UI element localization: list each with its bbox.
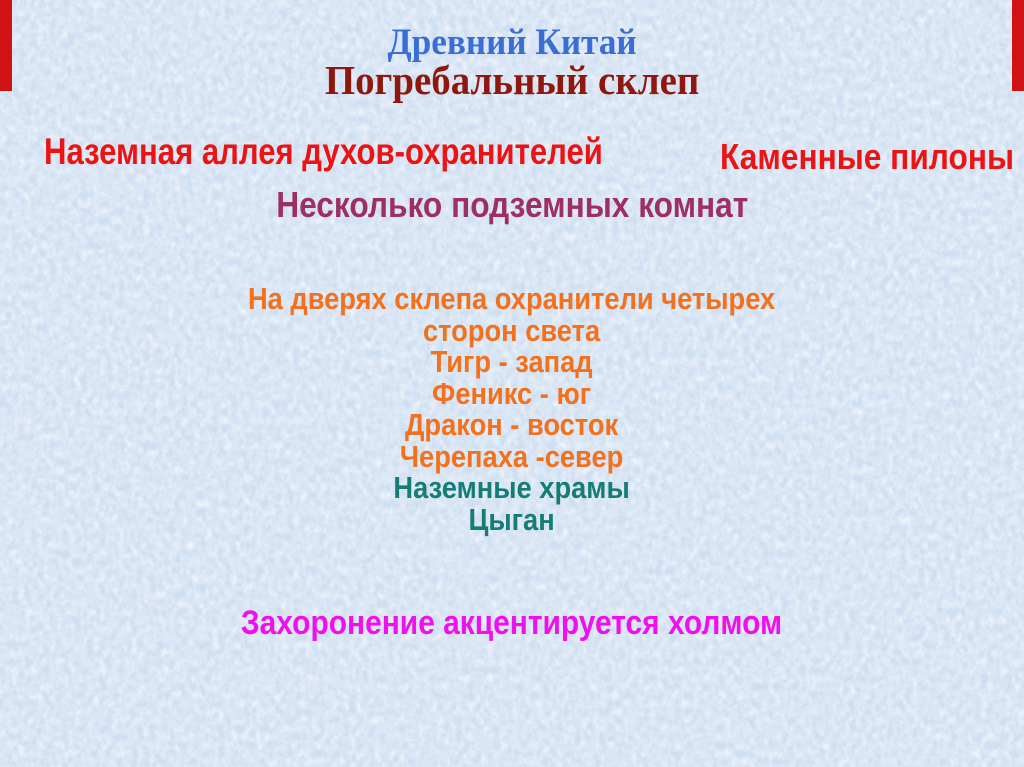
slide-title-line1-text: Древний Китай — [387, 22, 637, 63]
center-line-2: сторон света — [423, 312, 601, 348]
label-pylons-text: Каменные пилоны — [720, 136, 1015, 177]
label-alley-text: Наземная аллея духов-охранителей — [44, 131, 603, 172]
label-alley — [44, 132, 709, 172]
center-line-7: Наземные храмы — [393, 470, 631, 505]
center-line-6: Черепаха -север — [400, 438, 624, 474]
center-line-4: Феникс - юг — [432, 375, 592, 411]
center-text-block — [0, 283, 1024, 535]
label-pylons — [700, 136, 1015, 177]
label-rooms — [0, 185, 1024, 224]
slide-title-line2 — [0, 58, 1024, 102]
center-line-3: Тигр - запад — [430, 344, 593, 379]
footer-line — [0, 605, 1024, 642]
footer-line-text: Захоронение акцентируется холмом — [241, 604, 783, 642]
center-line-1: На дверях склепа охранители четырех — [248, 281, 776, 316]
slide-title-line2-text: Погребальный склеп — [324, 57, 700, 103]
label-rooms-text: Несколько подземных комнат — [275, 184, 749, 225]
center-line-5: Дракон - восток — [405, 407, 619, 442]
center-line-8: Цыган — [468, 501, 556, 537]
